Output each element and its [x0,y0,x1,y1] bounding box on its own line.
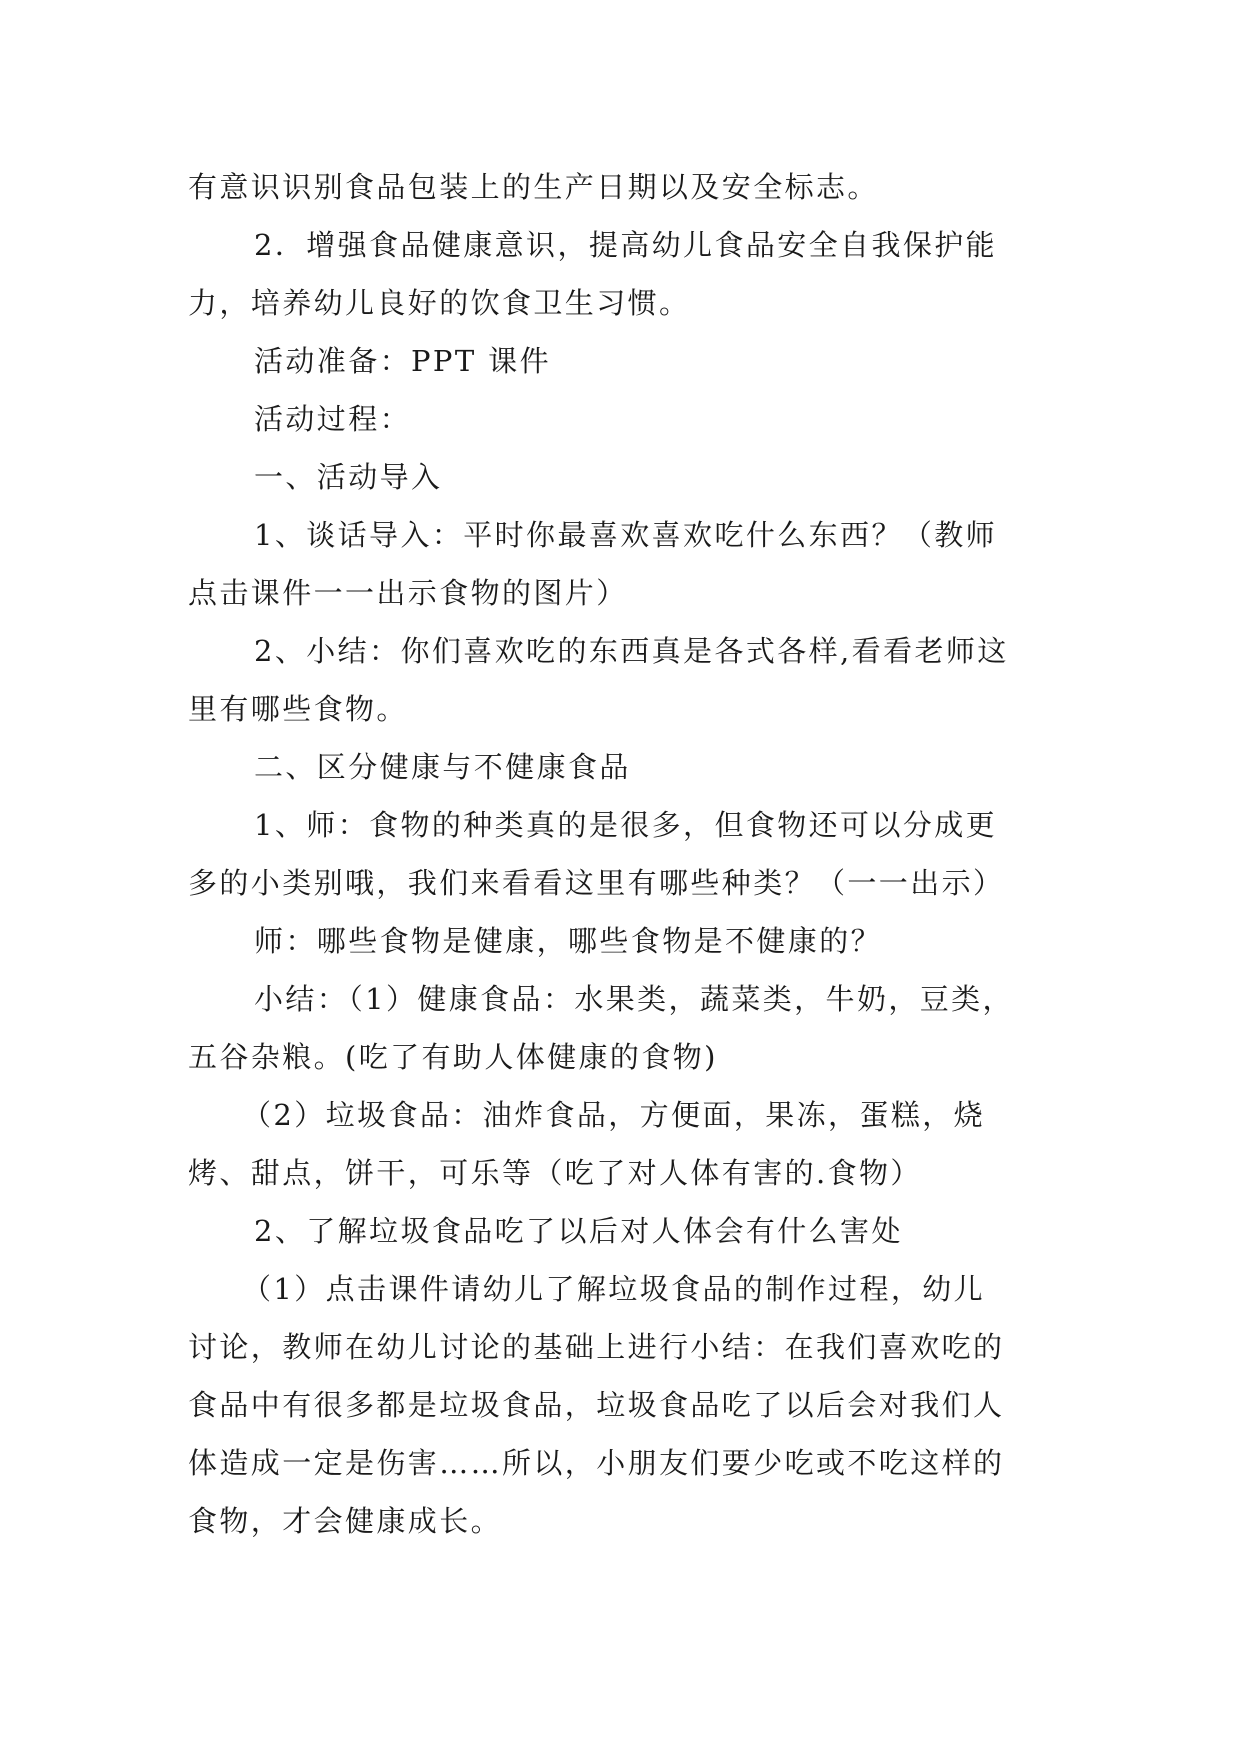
text-line: 活动准备：PPT 课件 [254,344,551,378]
document-page [188,158,1048,1550]
text-line: 烤、甜点，饼干，可乐等（吃了对人体有害的.食物） [188,1156,922,1190]
text-line: （1）点击课件请幼儿了解垃圾食品的制作过程，幼儿 [242,1272,986,1306]
text-line: 讨论，教师在幼儿讨论的基础上进行小结：在我们喜欢吃的 [188,1330,1005,1364]
text-line: 多的小类别哦，我们来看看这里有哪些种类？（一一出示） [188,866,1005,900]
section-heading: 二、区分健康与不健康食品 [254,750,631,784]
text-line: （2）垃圾食品：油炸食品，方便面，果冻，蛋糕，烧 [242,1098,986,1132]
text-line: 2、小结：你们喜欢吃的东西真是各式各样,看看老师这 [254,634,1009,668]
text-line: 小结：（1）健康食品：水果类，蔬菜类，牛奶，豆类， [254,982,1014,1016]
text-line: 有意识识别食品包装上的生产日期以及安全标志。 [188,170,879,204]
text-line: 力，培养幼儿良好的饮食卫生习惯。 [188,286,691,320]
text-line: 2．增强食品健康意识，提高幼儿食品安全自我保护能 [254,228,998,262]
text-line: 食品中有很多都是垃圾食品，垃圾食品吃了以后会对我们人 [188,1388,1005,1422]
text-line: 活动过程： [254,402,412,436]
text-line: 师：哪些食物是健康，哪些食物是不健康的？ [254,924,883,958]
text-line: 1、谈话导入：平时你最喜欢喜欢吃什么东西？（教师 [254,518,998,552]
text-line: 点击课件一一出示食物的图片） [188,576,628,610]
text-line: 食物，才会健康成长。 [188,1504,503,1538]
text-line: 里有哪些食物。 [188,692,408,726]
text-line: 五谷杂粮。(吃了有助人体健康的食物) [188,1040,718,1074]
section-heading: 一、活动导入 [254,460,443,494]
text-line: 体造成一定是伤害……所以，小朋友们要少吃或不吃这样的 [188,1446,1005,1480]
text-line: 1、师：食物的种类真的是很多，但食物还可以分成更 [254,808,998,842]
text-line: 2、了解垃圾食品吃了以后对人体会有什么害处 [254,1214,903,1248]
